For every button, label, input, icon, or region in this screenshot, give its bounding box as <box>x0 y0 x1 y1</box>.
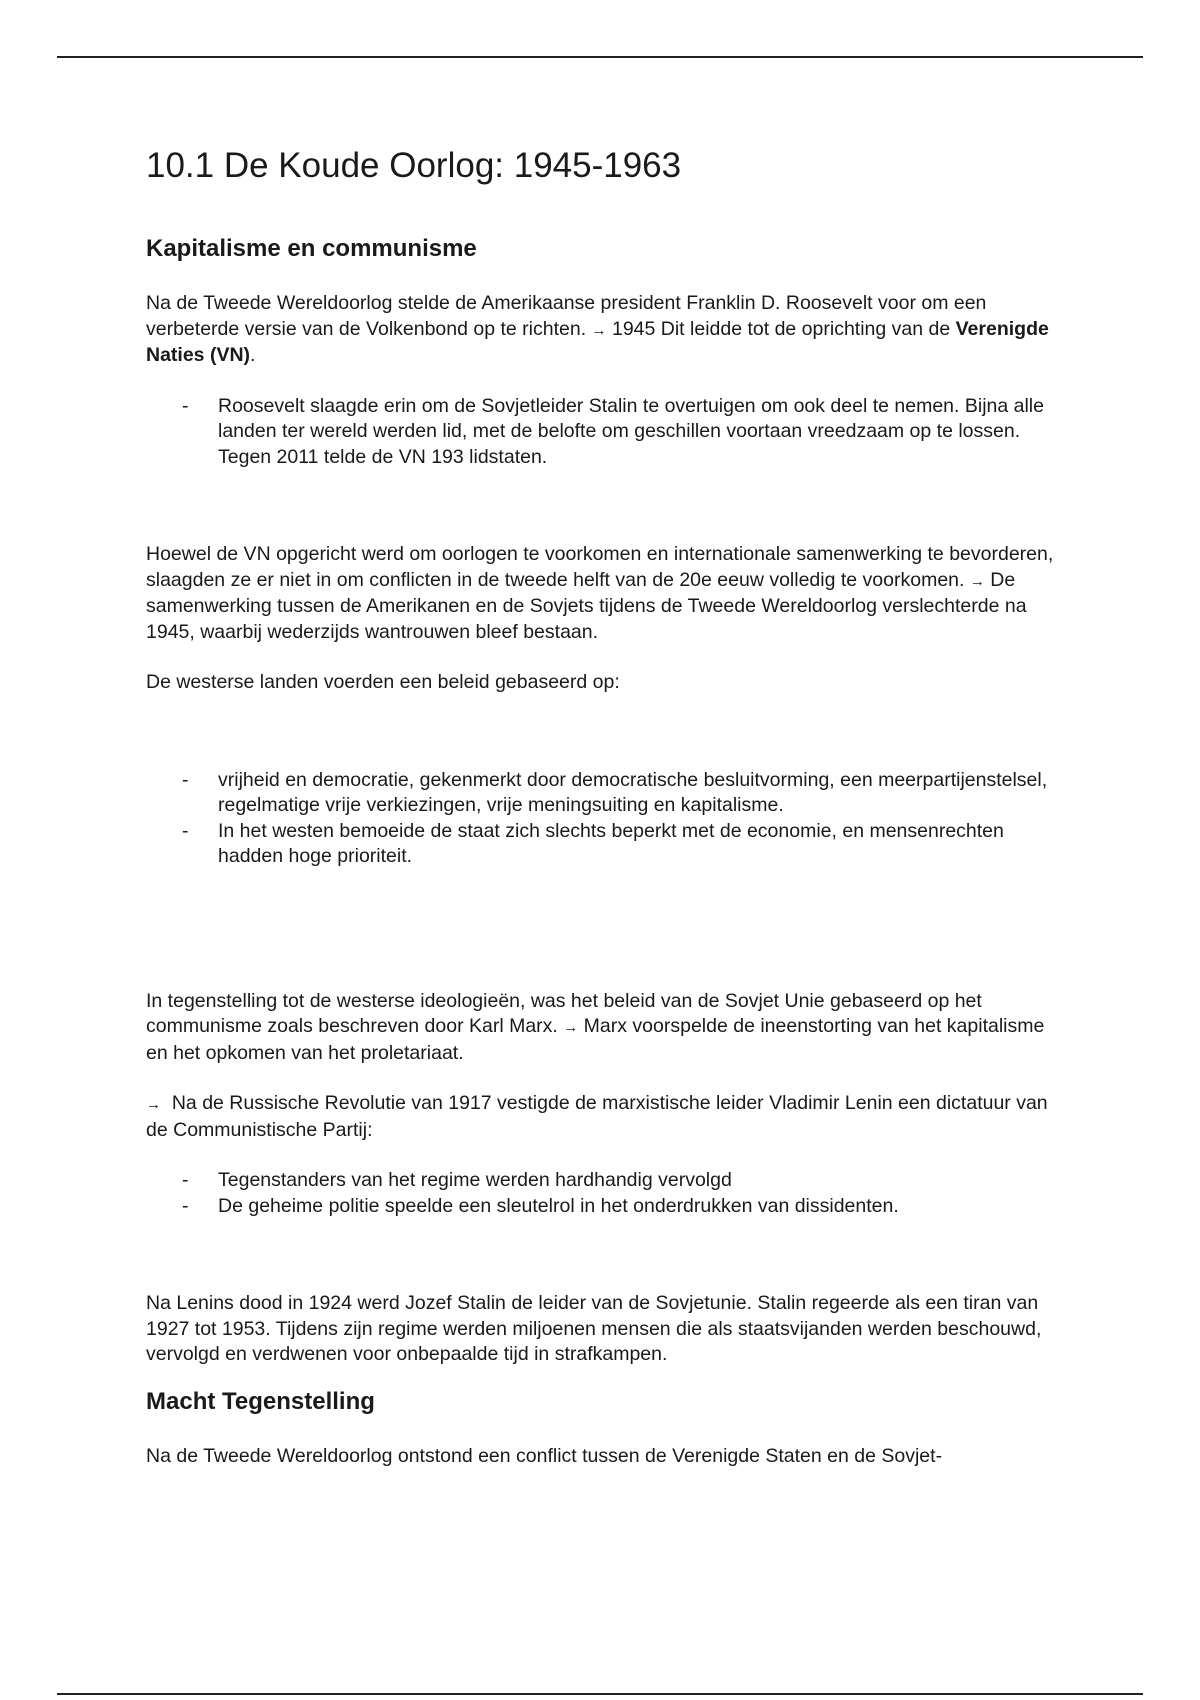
list-regime <box>146 1168 1066 1219</box>
list-item: - vrijheid en democratie, gekenmerkt door democratische besluitvorming, een meerpartijenstelsel, regelmatige vrije verkiezingen, vrije meningsuiting en kapitalisme. <box>182 768 1048 816</box>
dash-bullet-icon: - <box>182 819 189 842</box>
list-item: - Tegenstanders van het regime werden hardhandig vervolgd <box>146 1168 1066 1194</box>
paragraph-stalin: Na Lenins dood in 1924 werd Jozef Stalin de leider van de Sovjetunie. Stalin regeerde als een tiran van 1927 tot 1953. Tijdens zijn regime werden miljoenen mensen die als staatsvijanden werden beschouwd, vervolgd en verdwenen voor onbepaalde tijd in strafkampen. <box>146 1292 1042 1365</box>
list-roosevelt <box>146 394 1066 471</box>
dash-bullet-icon: - <box>182 394 189 417</box>
section-heading-macht: Macht Tegenstelling <box>146 1387 375 1415</box>
arrow-icon: → <box>563 1019 579 1036</box>
arrow-icon: → <box>591 321 607 339</box>
list-item: - In het westen bemoeide de staat zich slechts beperkt met de economie, en mensenrechten hadden hoge prioriteit. <box>182 819 1004 867</box>
paragraph-vn-intro: Na de Tweede Wereldoorlog stelde de Amerikaanse president Franklin D. Roosevelt voor om een verbeterde versie van de Volkenbond op te richten. → 1945 Dit leidde tot de oprichting van de Verenigde Naties (VN). <box>146 292 1049 366</box>
paragraph-western-policy: De westerse landen voerden een beleid gebaseerd op: <box>146 671 620 693</box>
paragraph-vn-conflicts: Hoewel de VN opgericht werd om oorlogen te voorkomen en internationale samenwerking te bevorderen, slaagden ze er niet in om conflicten in de tweede helft van de 20e eeuw volledig te voorkomen. → De samenwerking tussen de Amerikanen en de Sovjets tijdens de Tweede Wereldoorlog verslechterde na 1945, waarbij wederzijds wantrouwen bleef bestaan. <box>146 543 1054 643</box>
arrow-icon: → <box>146 1096 161 1113</box>
dash-bullet-icon: - <box>182 768 189 791</box>
paragraph-soviet-communism: In tegenstelling tot de westerse ideologieën, was het beleid van de Sovjet Unie gebaseerd op het communisme zoals beschreven door Karl Marx. → Marx voorspelde de ineenstorting van het kapitalisme en het opkomen van het proletariaat. <box>146 989 1045 1064</box>
list-item: - Roosevelt slaagde erin om de Sovjetleider Stalin te overtuigen om ook deel te nemen. Bijna alle landen ter wereld werden lid, met de belofte om geschillen voortaan vreedzaam op te lossen. Tegen 2011 telde de VN 193 lidstaten. <box>182 394 1044 468</box>
paragraph-macht-intro: Na de Tweede Wereldoorlog ontstond een conflict tussen de Verenigde Staten en de Sovjet- <box>146 1444 943 1467</box>
list-western <box>146 768 1066 870</box>
header-rule <box>57 56 1143 58</box>
footer-rule <box>57 1693 1143 1695</box>
dash-bullet-icon: - <box>182 1169 189 1191</box>
paragraph-lenin: → Na de Russische Revolutie van 1917 vestigde de marxistische leider Vladimir Lenin een dictatuur van de Communistische Partij: <box>146 1092 1048 1141</box>
list-item: - De geheime politie speelde een sleutelrol in het onderdrukken van dissidenten. <box>146 1194 1066 1220</box>
page-title: 10.1 De Koude Oorlog: 1945-1963 <box>146 146 682 185</box>
dash-bullet-icon: - <box>182 1194 189 1217</box>
document-page <box>146 140 1066 1469</box>
arrow-icon: → <box>969 572 985 590</box>
bold-term-vn: Verenigde Naties (VN) <box>146 317 1049 366</box>
section-heading-kapitalisme: Kapitalisme en communisme <box>146 235 477 262</box>
